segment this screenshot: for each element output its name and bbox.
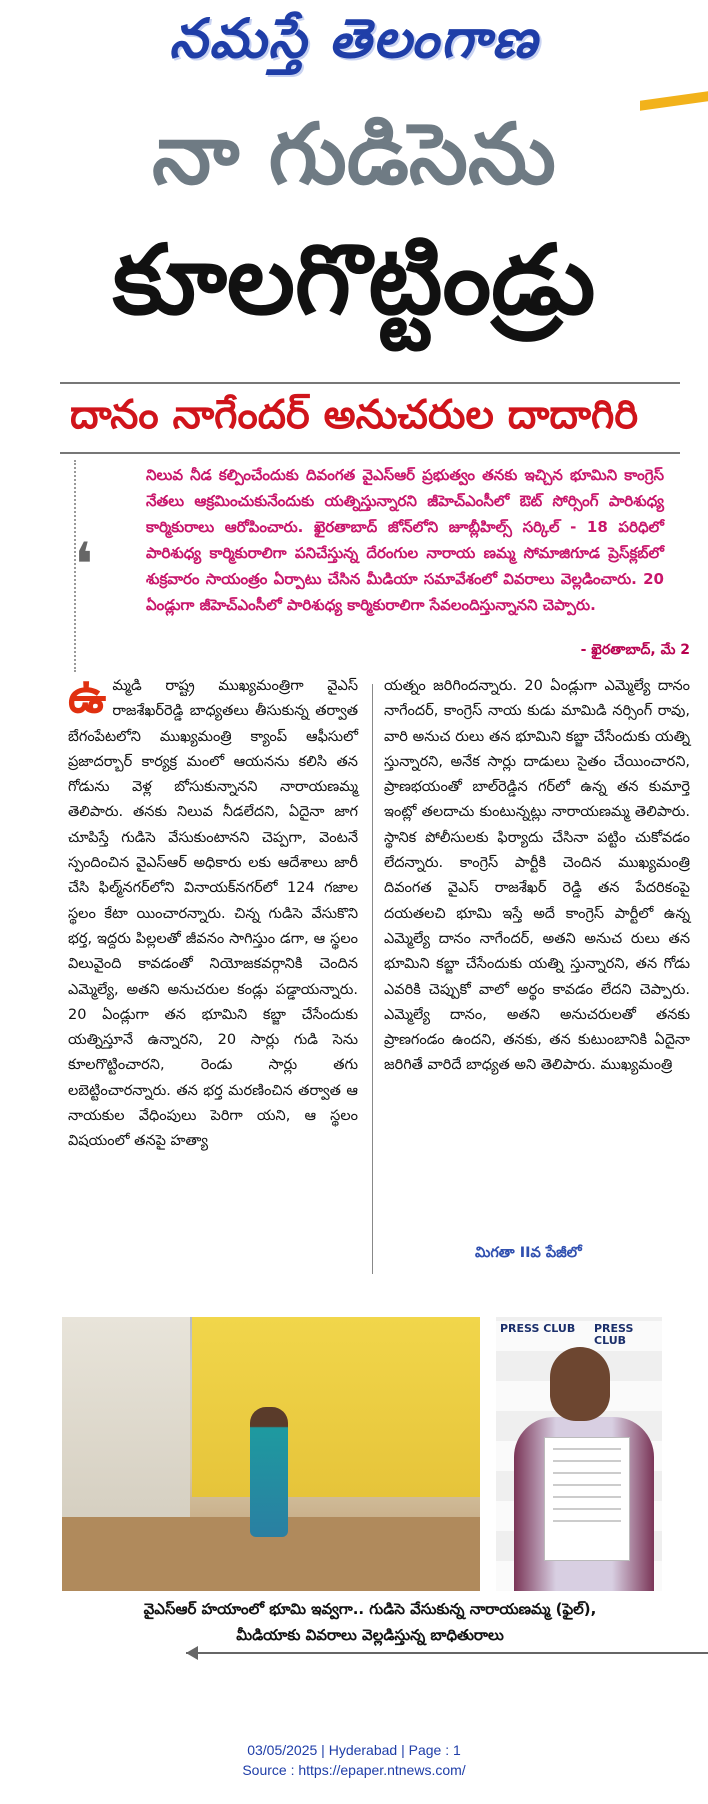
article-column-2 [384,674,690,1079]
photo-woman-figure [250,1407,288,1537]
press-club-logo: PRESS CLUB [594,1322,634,1347]
quote-icon: ❛ [74,530,94,600]
column-2-text: యత్నం జరిగిందన్నారు. 20 ఏండ్లుగా ఎమ్మెల్యే దానం నాగేందర్, కాంగ్రెస్ నాయ కుడు మామిడి నర్సింగ్ రావు, వారి అనుచ రులు తన భూమిని కబ్జా చేసేందుకు యత్ని స్తున్నారని, అనేక సార్లు దాడులు సైతం చేయించారని, ప్రాణభయంతో బాల్‌రెడ్డిన గర్‌లో ఉన్న తన కుమార్తె ఇంట్లో తలదాచు కుంటున్నట్లు నారాయణమ్మ తెలిపారు. స్థానిక పోలీసులకు ఫిర్యాదు చేసినా పట్టిం చుకోవడం లేదన్నారు. కాంగ్రెస్ పార్టీకి చెందిన ముఖ్యమంత్రి దివంగత వైఎస్ రాజశేఖర్ రెడ్డి తన పేదరికంపై దయతలచి భూమి ఇస్తే అదే కాంగ్రెస్ పార్టీలో ఉన్న ఎమ్మెల్యే దానం నాగేందర్, అతని అనుచ రులు తన భూమిని కబ్జా చేసేందుకు యత్ని స్తున్నారని, తన గోడు ఎవరికి చెప్పుకో వాలో అర్థం కావడం లేదని చెప్పారు. ఎమ్మెల్యే దానం, అతని అనుచరులతో తనకు ప్రాణగండం ఉందని, తనకు, తన కుటుంబానికి ఏదైనా జరిగితే వారిదే బాధ్యత అని తెలిపారు. ముఖ్యమంత్రి [384,678,690,1074]
arrow-left-icon [186,1646,198,1660]
dateline: - ఖైరతాబాద్, మే 2 [580,642,690,658]
divider-bottom [60,452,680,454]
continued-label: మిగతా IIవ పేజీలో [475,1245,582,1261]
drop-cap: ఉ [68,668,107,724]
caption-line-1: వైఎస్‌ఆర్ హయాంలో భూమి ఇవ్వగా.. గుడిసె వేసుకున్న నారాయణమ్మ (ఫైల్), [143,1600,597,1618]
caption-arrow-line [186,1652,708,1654]
column-1-text: మ్మడి రాష్ట్ర ముఖ్యమంత్రిగా వైఎస్ రాజశేఖర్‌రెడ్డి బాధ్యతలు తీసుకున్న తర్వాత బేగంపేటలోని ముఖ్యమంత్రి క్యాంప్ ఆఫీసులో ప్రజాదర్బార్ కార్యక్ర మంలో ఆయనను కలిసి తన గోడును వెళ్ల బోసుకున్నానని నారాయణమ్మ తెలిపారు. తనకు నిలువ నీడలేదని, ఏదైనా జాగ చూపిస్తే గుడిసె వేసుకుంటానని చెప్పగా, వెంటనే స్పందించిన వైఎస్ఆర్ అధికారు లకు ఆదేశాలు జారీ చేసి ఫిల్మ్‌నగర్‌లోని వినాయక్‌నగర్‌లో 124 గజాల స్థలం కేటా యించారన్నారు. చిన్న గుడిసె వేసుకొని భర్త, ఇద్దరు పిల్లలతో జీవనం సాగిస్తుం డగా, ఆ స్థలం విలువైంది కావడంతో నియోజకవర్గానికి చెందిన ఎమ్మెల్యే, అతని అనుచరుల కండ్లు పడ్డాయన్నారు. 20 ఏండ్లుగా తన భూమిని కబ్జా చేసేందుకు యత్నిస్తూనే ఉన్నారని, 20 సార్లు గుడి సెను కూలగొట్టించారని, రెండు సార్లు తగు లబెట్టించారన్నారు. తన భర్త మరణించిన తర్వాత ఆ నాయకుల వేధింపులు పెరిగా యని, ఆ స్థలం విషయంలో తనపై హత్యా [68,678,358,1150]
headline-line-2: కూలగొట్టిండ్రు [112,224,596,336]
subheadline: దానం నాగేందర్ అనుచరుల దాదాగిరి [69,392,639,438]
press-club-logo: PRESS CLUB [500,1322,576,1335]
photo-woman-head [550,1347,610,1421]
headline-line-1: నా గుడిసెను [152,105,556,203]
photo-caption [60,1596,680,1648]
masthead [0,0,708,90]
press-club-photo [496,1317,662,1591]
photo-tarp [192,1317,480,1497]
column-divider [372,684,373,1274]
footer-date-line: 03/05/2025 | Hyderabad | Page : 1 [247,1742,461,1758]
hut-photo [62,1317,480,1591]
photo-document [544,1437,630,1561]
article-column-1 [68,668,358,1155]
divider-top [60,382,680,384]
footer [0,1740,708,1780]
intro-paragraph: నిలువ నీడ కల్పించేందుకు దివంగత వైఎస్‌ఆర్ ప్రభుత్వం తనకు ఇచ్చిన భూమిని కాంగ్రెస్ నేతలు ఆక్రమించుకునేందుకు యత్నిస్తున్నారని జీహెచ్‌ఎంసీలో ఔట్ సోర్సింగ్ పారిశుధ్య కార్మికురాలు ఆరోపించారు. ఖైరతాబాద్ జోన్‌లోని జూబ్లీహిల్స్ సర్కిల్ - 18 పరిధిలో పారిశుధ్య కార్మికురాలిగా పనిచేస్తున్న దేరంగుల నారాయ ణమ్మ సోమాజిగూడ ప్రెస్‌క్లబ్‌లో శుక్రవారం సాయంత్రం ఏర్పాటు చేసిన మీడియా సమావేశంలో వివరాలు వెల్లడించారు. 20 ఏండ్లుగా జీహెచ్‌ఎంసీలో పారిశుధ్య కార్మికురాలిగా సేవలందిస్తున్నానని చెప్పారు. [146,466,664,614]
footer-source-line[interactable]: Source : https://epaper.ntnews.com/ [242,1762,466,1778]
masthead-title: నమస్తే తెలంగాణ [169,6,539,70]
caption-line-2: మీడియాకు వివరాలు వెల్లడిస్తున్న బాధితురాలు [236,1626,504,1644]
